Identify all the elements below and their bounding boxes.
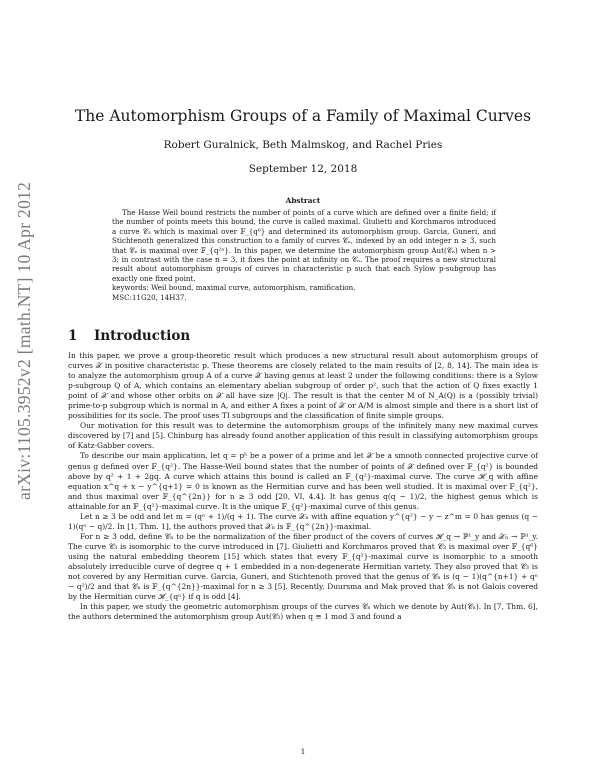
abstract-block — [112, 208, 496, 302]
paper-title: The Automorphism Groups of a Family of Maximal Curves — [74, 107, 532, 125]
paragraph: For n ≥ 3 odd, define 𝒞ₙ to be the normalization of the fiber product of the covers of curves ℋ_q → ℙ¹_y and 𝒳ₙ → ℙ¹_y. The curve 𝒞₃ is isomorphic to the curve introduced in [7]. Giulietti and Korchmaros proved that 𝒞₃ is maximal over 𝔽_{q⁶} using the natural embedding theorem [15] which states that every 𝔽_{q²}-maximal curve is isomorphic to a smooth absolutely irreducible curve of degree q + 1 embedded in a non-degenerate Hermitian variety. They also proved that 𝒞₃ is not covered by any Hermitian curve. Garcia, Guneri, and Stichtenoth proved that the genus of 𝒞ₙ is (q − 1)(q^{n+1} + qⁿ − q²)/2 and that 𝒞ₙ is 𝔽_{q^{2n}}-maximal for n ≥ 3 [5]. Recently, Duursma and Mak proved that 𝒞ₙ is not Galois covered by the Hermitian curve ℋ_{qⁿ} if q is odd [4]. — [68, 531, 538, 602]
section-heading — [68, 328, 190, 344]
section-number: 1 — [68, 328, 78, 344]
arxiv-identifier: arXiv:1105.3952v2 [math.NT] 10 Apr 2012 — [14, 181, 34, 500]
page-number: 1 — [300, 747, 306, 756]
paragraph: Let n ≥ 3 be odd and let m = (qⁿ + 1)/(q + 1). The curve 𝒳ₙ with affine equation y^{q²} − y − z^m = 0 has genus (q − 1)(qⁿ − q)/2. In [1, Thm. 1], the authors proved that 𝒳ₙ is 𝔽_{q^{2n}}-maximal. — [68, 511, 538, 531]
abstract-text: The Hasse Weil bound restricts the number of points of a curve which are defined over a finite field; if the number of points meets this bound, the curve is called maximal. Giulietti and Korchmaros introduced a curve 𝒞₃ which is maximal over 𝔽_{q⁶} and determined its automorphism group. Garcia, Guneri, and Stichtenoth generalized this construction to a family of curves 𝒞ₙ, indexed by an odd integer n ≥ 3, such that 𝒞ₙ is maximal over 𝔽_{q²ⁿ}. In this paper, we determine the automorphism group Aut(𝒞ₙ) when n > 3; in contrast with the case n = 3, it fixes the point at infinity on 𝒞ₙ. The proof requires a new structural result about automorphism groups of curves in characteristic p such that each Sylow p-subgroup has exactly one fixed point. — [112, 208, 496, 283]
section-title: Introduction — [94, 328, 191, 344]
paragraph: To describe our main application, let q = pʰ be a power of a prime and let 𝒳 be a smooth connected projective curve of genus g defined over 𝔽_{q²}. The Hasse-Weil bound states that the number of points of 𝒳 defined over 𝔽_{q²} is bounded above by q² + 1 + 2gq. A curve which attains this bound is called an 𝔽_{q²}-maximal curve. The curve ℋ_q with affine equation x^q + x − y^{q+1} = 0 is known as the Hermitian curve and has been well studied. It is maximal over 𝔽_{q²}, and thus maximal over 𝔽_{q^{2n}} for n ≥ 3 odd [20, VI, 4.4]. It has genus q(q − 1)/2, the highest genus which is attainable for an 𝔽_{q²}-maximal curve. It is the unique 𝔽_{q²}-maximal curve of this genus. — [68, 451, 538, 511]
abstract-keywords: keywords: Weil bound, maximal curve, automorphism, ramification. — [112, 283, 356, 293]
abstract-heading: Abstract — [285, 196, 321, 205]
paragraph: In this paper, we prove a group-theoretic result which produces a new structural result about automorphism groups of curves 𝒳 in positive characteristic p. These theorems are closely related to the main results of [2, 8, 14]. The main idea is to analyze the automorphism group A of a curve 𝒳 having genus at least 2 under the following conditions: there is a Sylow p-subgroup Q of A, which contains an elementary abelian subgroup of order p², such that the action of Q fixes exactly 1 point of 𝒳 and whose other orbits on 𝒳 all have size |Q|. The result is that the center M of N_A(Q) is a (possibly trivial) prime-to-p subgroup which is normal in A, and either A fixes a point of 𝒳 or A/M is almost simple and there is a short list of possibilities for its socle. The proof uses TI subgroups and the classification of finite simple groups. — [68, 351, 538, 421]
paper-date: September 12, 2018 — [248, 163, 358, 175]
paper-authors: Robert Guralnick, Beth Malmskog, and Rachel Pries — [163, 139, 443, 151]
paragraph: In this paper, we study the geometric automorphism groups of the curves 𝒞ₙ which we denote by Aut(𝒞ₙ). In [7, Thm. 6], the authors determined the automorphism group Aut(𝒞₃) when q ≡ 1 mod 3 and found a — [68, 602, 538, 622]
section-body — [68, 351, 538, 622]
paragraph: Our motivation for this result was to determine the automorphism groups of the infinitely many new maximal curves discovered by [7] and [5]. Chinburg has already found another application of this result in classifying automorphism groups of Katz-Gabber covers. — [68, 421, 538, 451]
abstract-msc: MSC:11G20, 14H37. — [112, 292, 187, 302]
